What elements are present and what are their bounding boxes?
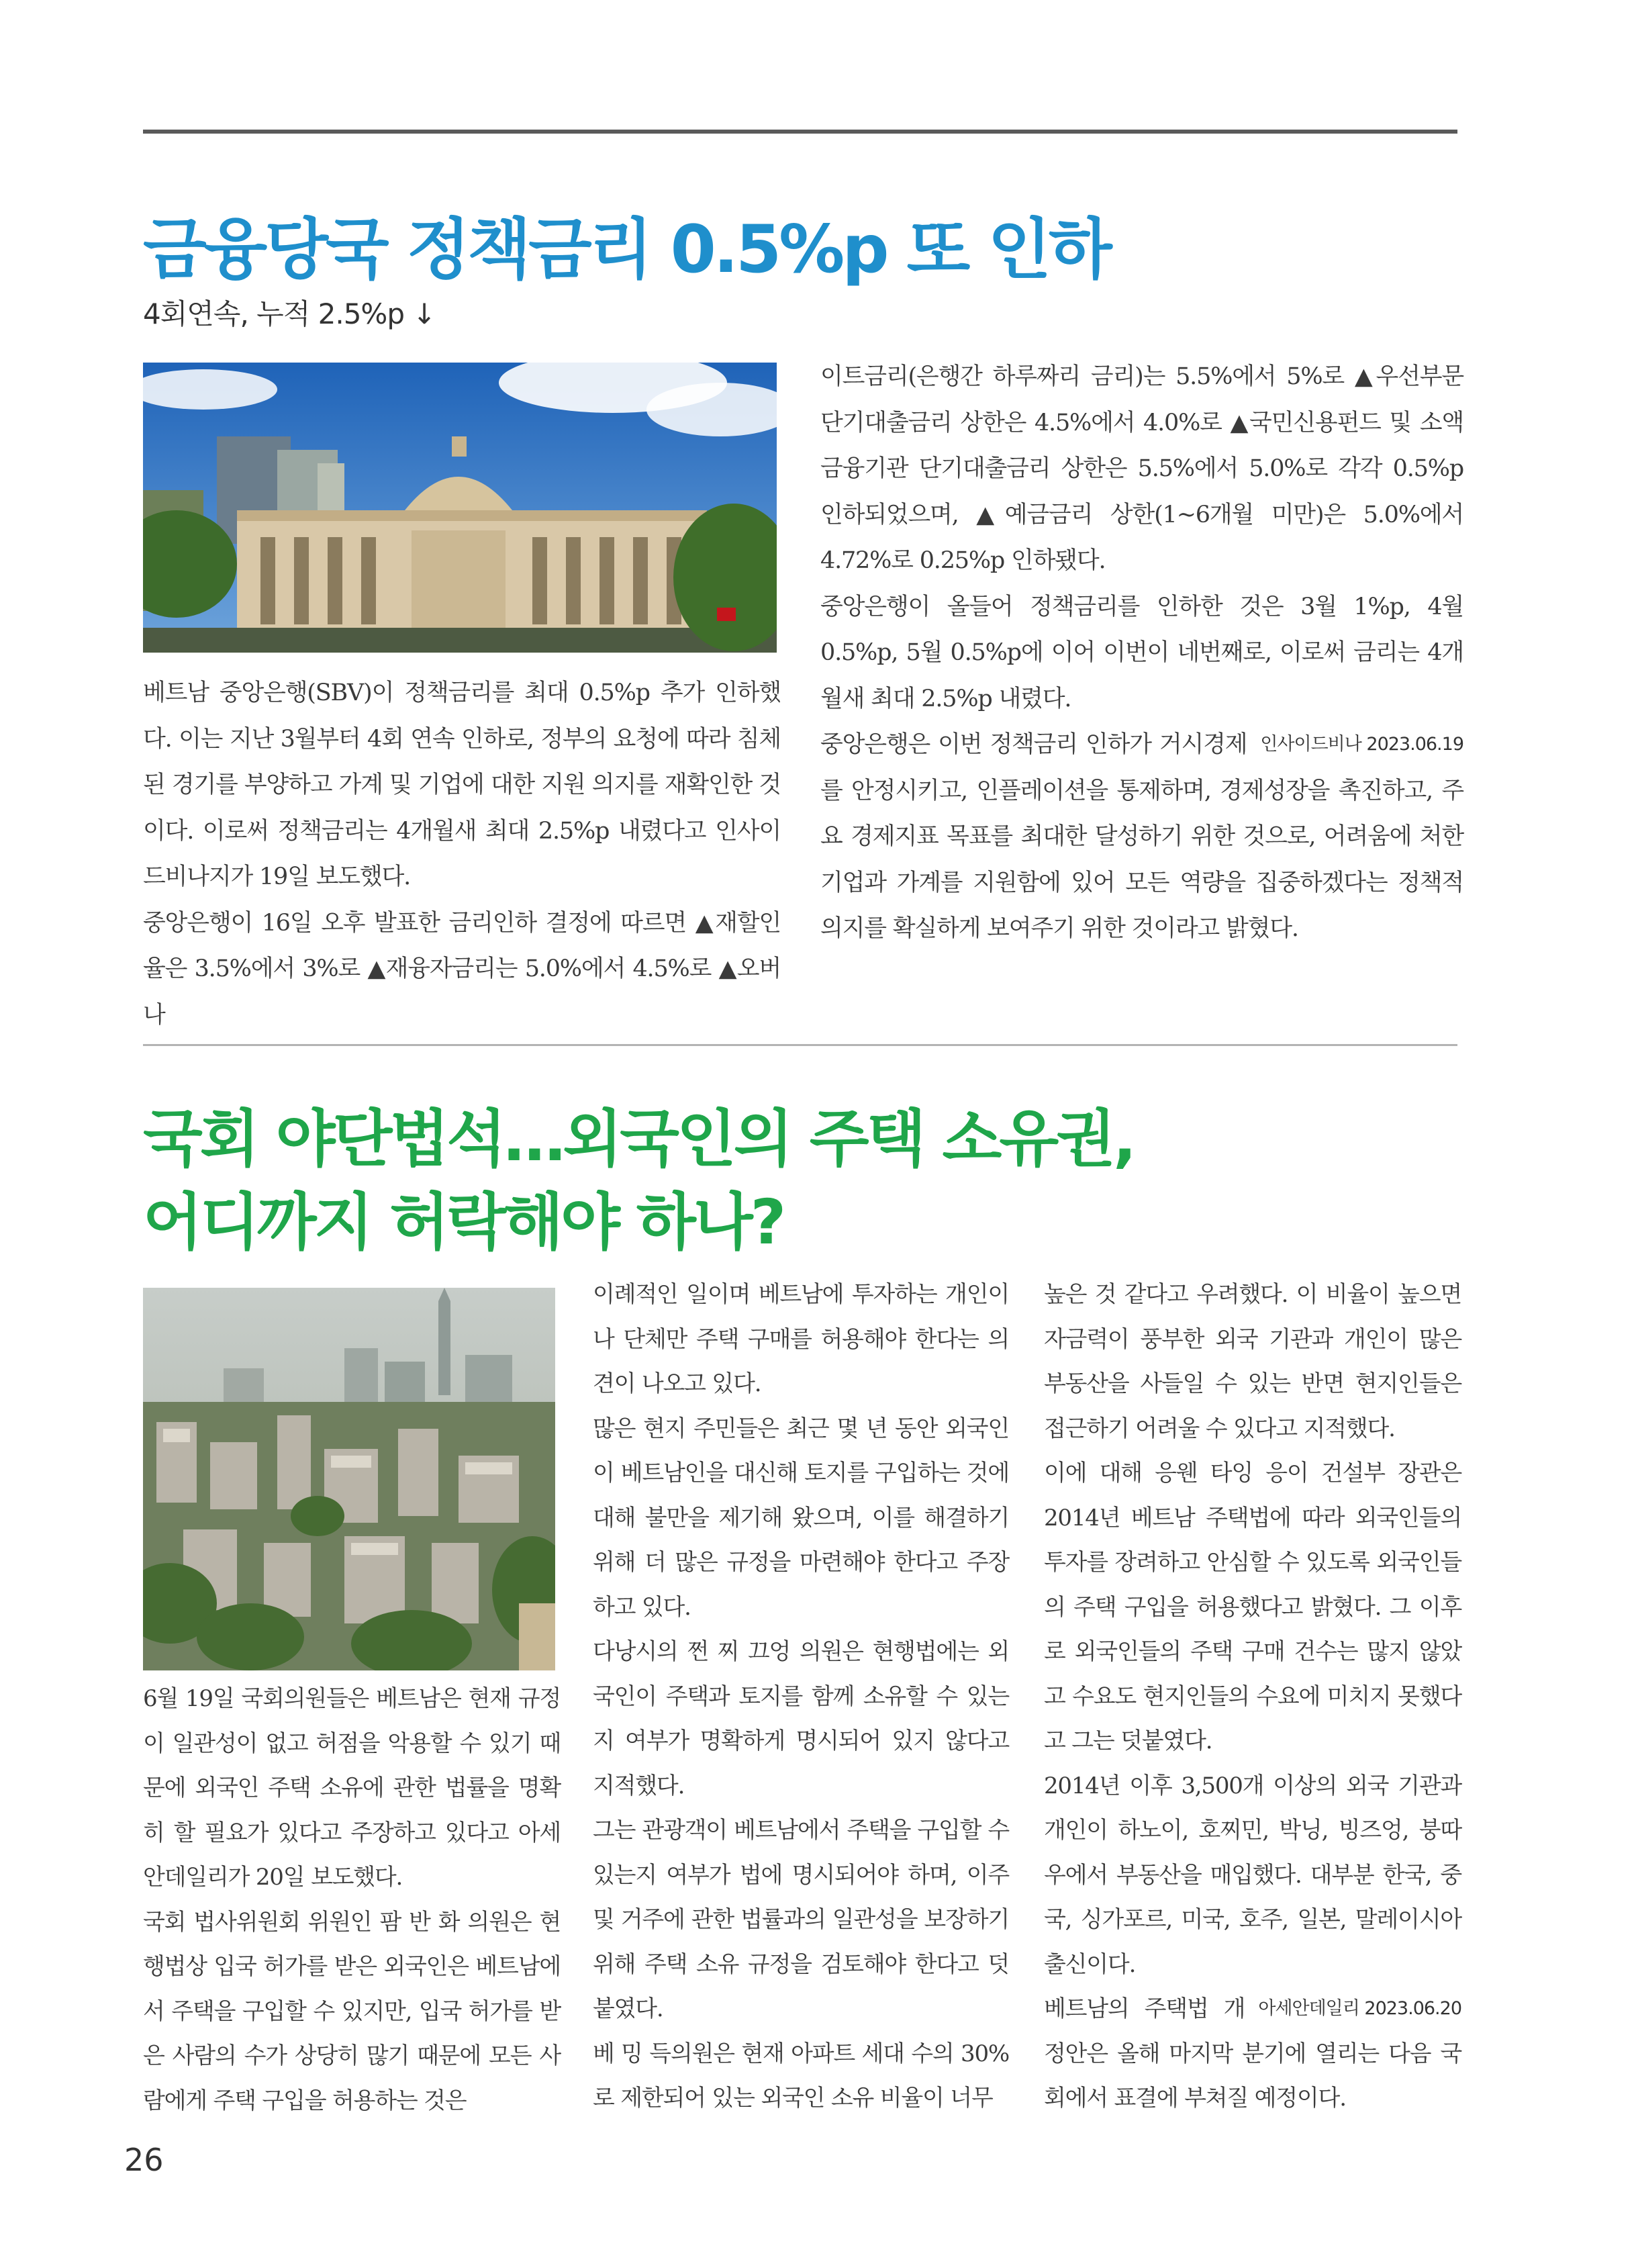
state-bank-building-photo <box>143 363 777 653</box>
article2-paragraph: 다낭시의 쩐 찌 끄엉 의원은 현행법에는 외국인이 주택과 토지를 함께 소유할 수 있는지 여부가 명확하게 명시되어 있지 않다고 지적했다. <box>593 1638 1009 1799</box>
article1-paragraph: 이트금리(은행간 하루짜리 금리)는 5.5%에서 5%로 ▲우선부문 단기대출금리 상한은 4.5%에서 4.0%로 ▲국민신용펀드 및 소액금융기관 단기대출금리 상한은 5.5%에서 5.0%로 각각 0.5%p 인하되었으며, ▲예금금리 상한(1~6개월 미만)은 5.0%에서 4.72%로 0.25%p 인하됐다. <box>820 363 1463 574</box>
top-rule <box>143 130 1457 134</box>
article2-paragraph: 아세안데일리 2023.06.20 베트남의 주택법 개정안은 올해 마지막 분기에 열리는 다음 국회에서 표결에 부쳐질 예정이다. <box>1044 1987 1461 2121</box>
article2-paragraph: 높은 것 같다고 우려했다. 이 비율이 높으면 자금력이 풍부한 외국 기관과 개인이 많은 부동산을 사들일 수 있는 반면 현지인들은 접근하기 어려울 수 있다고 지적했다. <box>1044 1281 1461 1442</box>
article2-source: 아세안데일리 2023.06.20 <box>1258 1998 1461 2019</box>
article2-paragraph: 이례적인 일이며 베트남에 투자하는 개인이나 단체만 주택 구매를 허용해야 한다는 의견이 나오고 있다. <box>593 1281 1009 1397</box>
article2-headline-line1: 국회 야단법석…외국인의 주택 소유권, <box>143 1103 1135 1175</box>
article2-paragraph: 많은 현지 주민들은 최근 몇 년 동안 외국인이 베트남인을 대신해 토지를 구입하는 것에 대해 불만을 제기해 왔으며, 이를 해결하기 위해 더 많은 규정을 마련해야 한다고 주장하고 있다. <box>593 1415 1009 1621</box>
article1-source: 인사이드비나 2023.06.19 <box>1260 734 1463 755</box>
article1-paragraph: 베트남 중앙은행(SBV)이 정책금리를 최대 0.5%p 추가 인하했다. 이는 지난 3월부터 4회 연속 인하로, 정부의 요청에 따라 침체된 경기를 부양하고 가계 및 기업에 대한 지원 의지를 재확인한 것이다. 이로써 정책금리는 4개월새 최대 2.5%p 내렸다고 인사이드비나지가 19일 보도했다. <box>143 679 781 890</box>
article2-headline-line2: 어디까지 허락해야 하나? <box>143 1186 784 1258</box>
article1-paragraph: 중앙은행이 올들어 정책금리를 인하한 것은 3월 1%p, 4월 0.5%p, 5월 0.5%p에 이어 이번이 네번째로, 이로써 금리는 4개월새 최대 2.5%p 내렸다. <box>820 593 1463 712</box>
article2-paragraph: 국회 법사위원회 위원인 팜 반 화 의원은 현행법상 입국 허가를 받은 외국인은 베트남에서 주택을 구입할 수 있지만, 입국 허가를 받은 사람의 수가 상당히 많기 때문에 모든 사람에게 주택 구입을 허용하는 것은 <box>143 1908 561 2114</box>
article2-headline <box>143 1098 1419 1264</box>
article2-paragraph: 이에 대해 응웬 타잉 응이 건설부 장관은 2014년 베트남 주택법에 따라 외국인들의 투자를 장려하고 안심할 수 있도록 외국인들의 주택 구입을 허용했다고 밝혔다. 그 이후로 외국인들의 주택 구매 건수는 많지 않았고 수요도 현지인들의 수요에 미치지 못했다고 그는 덧붙였다. <box>1044 1460 1461 1754</box>
article2-column-1 <box>143 1676 561 2123</box>
article2-paragraph: 6월 19일 국회의원들은 베트남은 현재 규정이 일관성이 없고 허점을 악용할 수 있기 때문에 외국인 주택 소유에 관한 법률을 명확히 할 필요가 있다고 주장하고 있다고 아세안데일리가 20일 보도했다. <box>143 1685 561 1891</box>
article1-headline: 금융당국 정책금리 0.5%p 또 인하 <box>143 211 1110 288</box>
article1-column-1 <box>143 670 781 1038</box>
article2-paragraph: 그는 관광객이 베트남에서 주택을 구입할 수 있는지 여부가 법에 명시되어야 하며, 이주 및 거주에 관한 법률과의 일관성을 보장하기 위해 주택 소유 규정을 검토해야 한다고 덧붙였다. <box>593 1817 1009 2022</box>
section-divider <box>143 1044 1457 1046</box>
page-number: 26 <box>124 2142 164 2178</box>
article1-paragraph: 인사이드비나 2023.06.19 중앙은행은 이번 정책금리 인하가 거시경제를 안정시키고, 인플레이션을 통제하며, 경제성장을 촉진하고, 주요 경제지표 목표를 최대한 달성하기 위한 것으로, 어려움에 처한 기업과 가계를 지원함에 있어 모든 역량을 집중하겠다는 정책적 의지를 확실하게 보여주기 위한 것이라고 밝혔다. <box>820 722 1463 952</box>
article2-paragraph: 2014년 이후 3,500개 이상의 외국 기관과 개인이 하노이, 호찌민, 박닝, 빙즈엉, 붕따우에서 부동산을 매입했다. 대부분 한국, 중국, 싱가포르, 미국, 호주, 일본, 말레이시아 출신이다. <box>1044 1772 1461 1978</box>
article1-paragraph: 중앙은행이 16일 오후 발표한 금리인하 결정에 따르면 ▲재할인율은 3.5%에서 3%로 ▲재융자금리는 5.0%에서 4.5%로 ▲오버나 <box>143 909 781 1029</box>
article1-column-2 <box>820 354 1463 952</box>
article1-subtitle: 4회연속, 누적 2.5%p ↓ <box>143 297 436 330</box>
article2-column-2 <box>593 1272 1009 2121</box>
article2-paragraph: 베 밍 득의원은 현재 아파트 세대 수의 30%로 제한되어 있는 외국인 소유 비율이 너무 <box>593 2040 1009 2112</box>
article2-column-3 <box>1044 1272 1461 2121</box>
city-aerial-photo <box>143 1288 555 1670</box>
